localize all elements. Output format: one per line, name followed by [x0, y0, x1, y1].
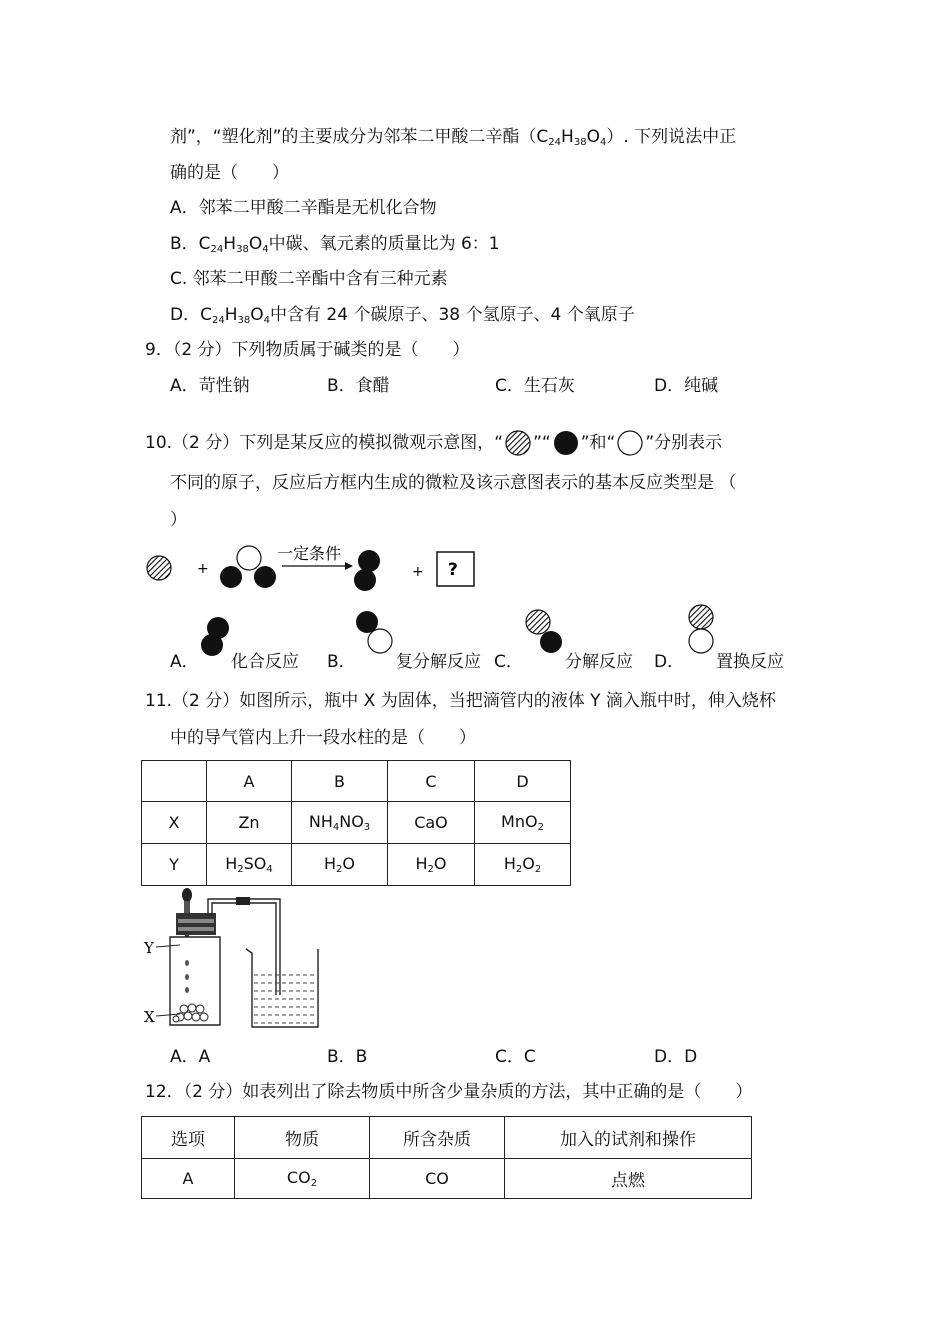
dropper-neck — [184, 901, 190, 915]
label-x: X — [144, 1008, 155, 1026]
table-cell: B — [292, 761, 388, 802]
table-cell: X — [142, 802, 207, 844]
hatched-atom-icon — [503, 428, 533, 458]
dropper-bulb — [182, 888, 192, 902]
table-cell: MnO$_2$ — [475, 802, 571, 844]
option-a-molecule — [198, 615, 234, 657]
table-cell: C — [388, 761, 475, 802]
q10-option-d-label: D． — [654, 652, 685, 672]
bottle — [170, 937, 220, 1025]
table-cell: $NH_4NO_3$ — [292, 802, 388, 844]
table-header-row — [142, 761, 571, 802]
table-cell: Y — [142, 844, 207, 886]
q8-option-d: D．$C_{24}H_{38}O_4$中含有 24 个碳原子、38 个氢原子、4 个氧原子 — [170, 305, 635, 326]
question-mark: ? — [448, 560, 458, 580]
condition-label: 一定条件 — [277, 544, 342, 563]
apparatus-diagram — [140, 885, 330, 1031]
table-cell: $H_2O$ — [292, 844, 388, 886]
table-cell: 所含杂质 — [370, 1117, 505, 1159]
q9-option-a: A．苛性钠 — [170, 376, 250, 396]
table-cell: 物质 — [235, 1117, 370, 1159]
q8-line2: 确的是（ ） — [170, 163, 289, 183]
white-atom-icon — [615, 428, 645, 458]
table-cell: D — [475, 761, 571, 802]
table-cell: A — [207, 761, 292, 802]
q10-line3: ） — [170, 510, 187, 530]
table-cell: Zn — [207, 802, 292, 844]
q10-option-c-label: C． — [494, 652, 523, 672]
table-cell: CO — [370, 1159, 505, 1199]
reaction-diagram — [140, 540, 500, 600]
black-atom — [354, 569, 376, 591]
table-row — [142, 844, 571, 886]
q8-line1: 剂”，“塑化剂”的主要成分为邻苯二甲酸二辛酯$(C_{24}H_{38}O_4)$. 下列说法中正 — [170, 127, 737, 148]
table-cell: $H_2SO_4$ — [207, 844, 292, 886]
table-cell: $H_2O$ — [388, 844, 475, 886]
q8-option-b: B．$C_{24}H_{38}O_4$中碳、氧元素的质量比为 6：1 — [170, 234, 500, 255]
option-d-molecule — [684, 600, 720, 660]
hatched-atom — [147, 556, 171, 580]
plus-sign-2: + — [412, 564, 424, 580]
q10-option-a-label: A． — [170, 652, 199, 672]
table-cell: 选项 — [142, 1117, 235, 1159]
option-c-molecule — [520, 605, 566, 657]
q8-option-a: A．邻苯二甲酸二辛酯是无机化合物 — [170, 198, 437, 218]
black-atom — [358, 550, 380, 572]
q11-line2: 中的导气管内上升一段水柱的是（ ） — [170, 728, 476, 748]
q9-option-b: B．食醋 — [327, 376, 390, 396]
black-atom — [254, 566, 276, 588]
q11-option-a: A．A — [170, 1047, 211, 1067]
q11-option-d: D．D — [654, 1047, 698, 1067]
stopper — [176, 913, 216, 935]
q12-stem: 12．（2 分）如表列出了除去物质中所含少量杂质的方法，其中正确的是（ ） — [145, 1082, 753, 1102]
table-header-row — [142, 1117, 752, 1159]
water — [254, 975, 316, 1023]
plus-sign-1: + — [197, 561, 209, 577]
table-cell: $CO_2$ — [235, 1159, 370, 1199]
q10-option-b-text: 复分解反应 — [396, 652, 481, 672]
black-atom-icon — [551, 428, 581, 458]
table-cell: 加入的试剂和操作 — [505, 1117, 752, 1159]
q9-option-d: D．纯碱 — [654, 376, 719, 396]
table-cell: CaO — [388, 802, 475, 844]
table-cell: $H_2O_2$ — [475, 844, 571, 886]
table-row — [142, 1159, 752, 1199]
q10-stem: 10.（2 分）下列是某反应的模拟微观示意图，“ ”“ ”和“ ”分别表示 — [145, 428, 722, 458]
table-cell: A — [142, 1159, 235, 1199]
q11-option-c: C．C — [495, 1047, 536, 1067]
q9-stem: 9．（2 分）下列物质属于碱类的是（ ） — [145, 340, 470, 360]
q11-table — [141, 760, 571, 886]
white-atom — [237, 546, 261, 570]
q11-option-b: B．B — [327, 1047, 368, 1067]
q8-option-c: C. 邻苯二甲酸二辛酯中含有三种元素 — [170, 269, 448, 289]
black-atom — [220, 566, 242, 588]
option-b-molecule — [352, 608, 396, 658]
q10-option-d-text: 置换反应 — [716, 652, 784, 672]
q11-stem: 11.（2 分）如图所示，瓶中 X 为固体，当把滴管内的液体 Y 滴入瓶中时，伸入烧杯 — [145, 691, 776, 711]
q10-option-a-text: 化合反应 — [231, 652, 299, 672]
q10-line2: 不同的原子，反应后方框内生成的微粒及该示意图表示的基本反应类型是 （ — [170, 473, 737, 493]
label-y: Y — [144, 939, 154, 957]
table-row — [142, 802, 571, 844]
arrow-head — [345, 562, 353, 570]
table-cell — [142, 761, 207, 802]
q9-option-c: C．生石灰 — [495, 376, 575, 396]
table-cell: 点燃 — [505, 1159, 752, 1199]
q10-option-c-text: 分解反应 — [565, 652, 633, 672]
q10-option-b-label: B． — [327, 652, 356, 672]
q12-table — [141, 1116, 752, 1199]
